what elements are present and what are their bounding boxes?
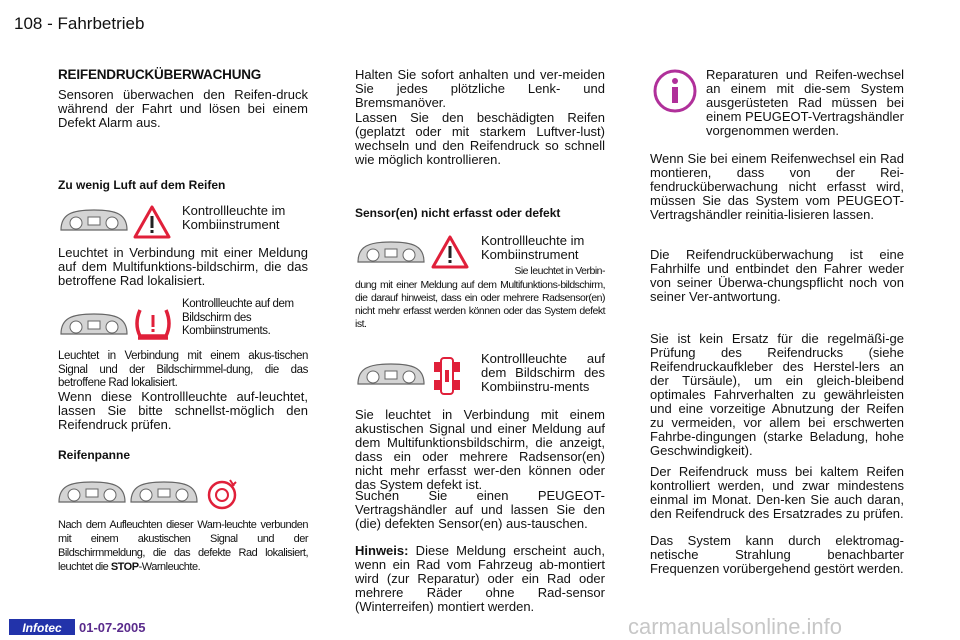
warning-triangle-icon (430, 234, 470, 270)
puncture-text-b: -Warnleuchte. (138, 561, 201, 573)
paragraph-low-pressure: Leuchtet in Verbindung mit einer Meldung auf dem Multifunktions-bildschirm, die das betroffene Rad lokalisiert. (58, 245, 308, 288)
paragraph-replace-tire: Lassen Sie den beschädigten Reifen (geplatzt oder mit starkem Luftver-lust) wechseln und den Reifendruck so schnell wie möglich kontrollieren. (355, 110, 605, 167)
stop-label: STOP (110, 561, 139, 573)
car-wheels-sensor-icon (432, 354, 462, 398)
note-text: Diese Meldung erscheint auch, wenn ein Rad vom Fahrzeug ab-montiert wird (zur Reparatur) oder ein Rad oder mehrere Räder ohne Rad-sensor (Winterreifen) montiert werden. (355, 543, 605, 614)
logo-text: Infotec (22, 621, 62, 635)
indicator-kombi-label: Kontrollleuchte im Kombiinstrument (481, 233, 585, 262)
paragraph-sensor-start: Sie leuchtet in Verbin- (514, 265, 605, 277)
indicator-display-label: Kontrollleuchte auf dem Bildschirm des Kombiinstruments. (182, 298, 294, 337)
warning-triangle-icon (132, 204, 172, 240)
infotec-logo (8, 618, 76, 636)
paragraph-check-pressure: Wenn diese Kontrollleuchte auf-leuchtet, lassen Sie bitte schnellst-möglich den Reifendruck prüfen. (58, 389, 308, 432)
instrument-cluster-icon (58, 310, 130, 340)
note-label: Hinweis: (355, 543, 409, 558)
tire-pressure-warning-icon (132, 304, 174, 342)
paragraph-acoustic-signal: Leuchtet in Verbindung mit einem akus-tischen Signal und der Bildschirmmel-dung, die das betroffene Rad lokalisiert. (58, 350, 308, 389)
instrument-cluster-icon (56, 478, 128, 508)
paragraph-driving-aid: Die Reifendrucküberwachung ist eine Fahrhilfe und entbindet den Fahrer weder von seiner Überwa-chungspflicht noch von seiner Ver-antwortung. (650, 247, 904, 304)
page-number: 108 (14, 14, 43, 33)
paragraph-sensor-defect: dung mit einer Meldung auf dem Multifunktions-bildschirm, die darauf hinweist, dass ein oder mehrere Radsensor(en) nicht mehr erfasst werden können oder das System defekt ist. (355, 279, 605, 330)
paragraph-no-replacement: Sie ist kein Ersatz für die regelmäßi-ge Prüfung des Reifendrucks (siehe Reifendruckaufkleber des Herstel-lers an der Türsäule), um ein gleich-bleibend optimales Fahrverhalten zu gewährleisten und eine vorzeitige Abnutzung der Reifen zu vermeiden, vor allem bei erschwerten Fahrbe-dingungen (starke Beladung, hohe Geschwindigkeit). (650, 331, 904, 458)
subheading-sensor-defect: Sensor(en) nicht erfasst oder defekt (355, 206, 561, 220)
tire-puncture-icon (204, 476, 240, 512)
paragraph-peugeot-dealer: Suchen Sie einen PEUGEOT-Vertragshändler auf und lassen Sie den (die) defekten Sensor(en) aus-tauschen. (355, 488, 605, 531)
main-heading: REIFENDRUCKÜBERWACHUNG (58, 67, 262, 82)
subheading-puncture: Reifenpanne (58, 448, 131, 462)
header-separator: - (47, 14, 53, 33)
watermark: carmanualsonline.info (628, 614, 843, 639)
info-note-repairs: Reparaturen und Reifen-wechsel an einem mit die-sem System ausgerüsteten Rad müssen bei einem PEUGEOT-Vertragshändler vorgenommen werden. (706, 67, 904, 138)
instrument-cluster-icon (355, 360, 427, 390)
indicator-kombi-label: Kontrollleuchte im Kombiinstrument (182, 203, 286, 232)
paragraph-cold-tire-check: Der Reifendruck muss bei kaltem Reifen kontrolliert werden, und zwar mindestens einmal im Monat. Den-ken Sie auch daran, den Reifendruck des Ersatzrades zu prüfen. (650, 464, 904, 521)
page-header (14, 14, 144, 34)
paragraph-reinitialize: Wenn Sie bei einem Reifenwechsel ein Rad montieren, dass von der Rei-fendrucküberwachung nicht erfasst wird, müssen Sie das System vom PEUGEOT-Vertragshändler reinitia-lisieren lassen. (650, 151, 904, 222)
paragraph-stop-immediately: Halten Sie sofort anhalten und ver-meiden Sie jedes plötzliche Lenk- und Bremsmanöver. (355, 67, 605, 110)
instrument-cluster-icon (355, 238, 427, 268)
subheading-low-pressure: Zu wenig Luft auf dem Reifen (58, 178, 226, 192)
puncture-text-a: Nach dem Aufleuchten dieser Warn-leuchte verbunden mit einem akustischen Signal und der Bildschirmmeldung, die das defekte Rad lokalisiert, leuchtet die (58, 519, 308, 573)
instrument-cluster-icon (58, 206, 130, 236)
footer-date: 01-07-2005 (79, 620, 146, 635)
paragraph-em-interference: Das System kann durch elektromag-netische Strahlung benachbarter Frequenzen vorübergehend gestört werden. (650, 533, 904, 576)
instrument-cluster-icon (128, 478, 200, 508)
intro-paragraph: Sensoren überwachen den Reifen-druck während der Fahrt und lösen bei einem Defekt Alarm aus. (58, 87, 308, 130)
paragraph-acoustic-sensor: Sie leuchtet in Verbindung mit einem akustischen Signal und einer Meldung auf dem Multifunktionsbildschirm, die anzeigt, dass ein oder mehrere Radsensor(en) nicht mehr erfasst wer-den können oder das System defekt ist. (355, 407, 605, 492)
info-icon (652, 68, 698, 114)
section-title: Fahrbetrieb (57, 14, 145, 33)
paragraph-puncture (58, 518, 308, 574)
indicator-display-label: Kontrollleuchte auf dem Bildschirm des Kombiinstru-ments (481, 351, 605, 394)
paragraph-note (355, 544, 605, 614)
